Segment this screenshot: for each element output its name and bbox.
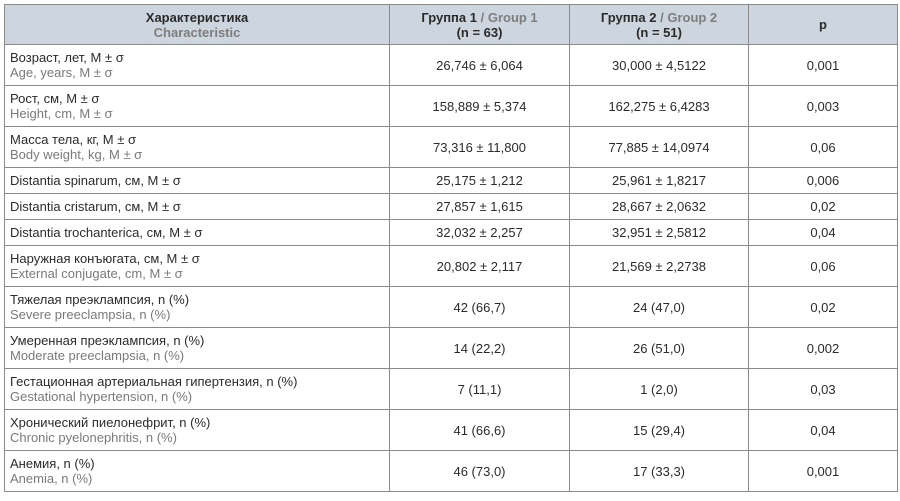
group1-value: 27,857 ± 1,615 xyxy=(390,194,570,220)
p-value: 0,03 xyxy=(749,369,898,410)
group1-value: 41 (66,6) xyxy=(390,410,570,451)
group2-value: 26 (51,0) xyxy=(570,328,749,369)
p-value: 0,04 xyxy=(749,410,898,451)
row-label xyxy=(5,194,390,220)
group2-value: 24 (47,0) xyxy=(570,287,749,328)
row-label-en: Gestational hypertension, n (%) xyxy=(10,389,193,404)
group1-value: 26,746 ± 6,064 xyxy=(390,45,570,86)
row-label-en: Body weight, kg, M ± σ xyxy=(10,147,143,162)
group2-value: 77,885 ± 14,0974 xyxy=(570,127,749,168)
header-group2 xyxy=(570,5,749,45)
group1-value: 158,889 ± 5,374 xyxy=(390,86,570,127)
row-label-ru: Возраст, лет, M ± σ xyxy=(10,50,124,65)
table-row xyxy=(5,328,898,369)
row-label-ru: Умеренная преэклампсия, n (%) xyxy=(10,333,205,348)
header-group2-sep: / xyxy=(656,9,668,25)
row-label xyxy=(5,220,390,246)
row-label-ru: Хронический пиелонефрит, n (%) xyxy=(10,415,211,430)
row-label xyxy=(5,451,390,492)
header-group2-ru: Группа 2 xyxy=(600,9,657,25)
p-value: 0,002 xyxy=(749,328,898,369)
group1-value: 7 (11,1) xyxy=(390,369,570,410)
header-group2-n: (n = 51) xyxy=(636,24,682,40)
header-group1-ru: Группа 1 xyxy=(421,9,477,25)
header-characteristic xyxy=(5,5,390,45)
table-row xyxy=(5,451,898,492)
table-row xyxy=(5,127,898,168)
group1-value: 32,032 ± 2,257 xyxy=(390,220,570,246)
row-label-ru: Гестационная артериальная гипертензия, n (%) xyxy=(10,374,298,389)
row-label-ru: Наружная конъюгата, см, M ± σ xyxy=(10,251,200,266)
group1-value: 73,316 ± 11,800 xyxy=(390,127,570,168)
row-label xyxy=(5,369,390,410)
row-label-ru: Тяжелая преэклампсия, n (%) xyxy=(10,292,190,307)
group1-value: 46 (73,0) xyxy=(390,451,570,492)
row-label xyxy=(5,45,390,86)
p-value: 0,04 xyxy=(749,220,898,246)
header-characteristic-en: Characteristic xyxy=(153,24,241,40)
group2-value: 30,000 ± 4,5122 xyxy=(570,45,749,86)
table-row xyxy=(5,168,898,194)
group2-value: 28,667 ± 2,0632 xyxy=(570,194,749,220)
p-value: 0,06 xyxy=(749,246,898,287)
table-row xyxy=(5,194,898,220)
header-group1-sep: / xyxy=(476,9,488,25)
p-value: 0,06 xyxy=(749,127,898,168)
table-body xyxy=(5,45,898,492)
row-label-ru: Distantia spinarum, см, M ± σ xyxy=(10,173,181,188)
group1-value: 42 (66,7) xyxy=(390,287,570,328)
p-value: 0,02 xyxy=(749,287,898,328)
group2-value: 25,961 ± 1,8217 xyxy=(570,168,749,194)
table-row xyxy=(5,86,898,127)
row-label xyxy=(5,410,390,451)
header-characteristic-ru: Характеристика xyxy=(145,9,249,25)
row-label-en: Anemia, n (%) xyxy=(10,471,93,486)
header-group1-n: (n = 63) xyxy=(456,24,503,40)
row-label xyxy=(5,287,390,328)
table-row xyxy=(5,246,898,287)
table-row xyxy=(5,287,898,328)
group2-value: 1 (2,0) xyxy=(570,369,749,410)
row-label-ru: Distantia trochanterica, см, M ± σ xyxy=(10,225,203,240)
table-row xyxy=(5,220,898,246)
table-header xyxy=(5,5,898,45)
header-p: p xyxy=(749,5,898,45)
row-label xyxy=(5,328,390,369)
p-value: 0,001 xyxy=(749,45,898,86)
row-label xyxy=(5,246,390,287)
p-value: 0,003 xyxy=(749,86,898,127)
row-label xyxy=(5,86,390,127)
row-label-en: Chronic pyelonephritis, n (%) xyxy=(10,430,177,445)
group1-value: 14 (22,2) xyxy=(390,328,570,369)
row-label xyxy=(5,127,390,168)
group1-value: 20,802 ± 2,117 xyxy=(390,246,570,287)
table-row xyxy=(5,45,898,86)
group2-value: 162,275 ± 6,4283 xyxy=(570,86,749,127)
row-label-en: External conjugate, cm, M ± σ xyxy=(10,266,183,281)
row-label-en: Severe preeclampsia, n (%) xyxy=(10,307,171,322)
row-label-ru: Рост, см, M ± σ xyxy=(10,91,100,106)
header-group1 xyxy=(390,5,570,45)
table-row xyxy=(5,369,898,410)
row-label-ru: Анемия, n (%) xyxy=(10,456,95,471)
comparison-table xyxy=(4,4,898,492)
group2-value: 32,951 ± 2,5812 xyxy=(570,220,749,246)
header-group1-en: Group 1 xyxy=(487,9,538,25)
p-value: 0,001 xyxy=(749,451,898,492)
p-value: 0,006 xyxy=(749,168,898,194)
header-group2-en: Group 2 xyxy=(667,9,718,25)
row-label xyxy=(5,168,390,194)
group2-value: 17 (33,3) xyxy=(570,451,749,492)
row-label-ru: Distantia cristarum, см, M ± σ xyxy=(10,199,181,214)
row-label-ru: Масса тела, кг, M ± σ xyxy=(10,132,136,147)
group2-value: 15 (29,4) xyxy=(570,410,749,451)
table-row xyxy=(5,410,898,451)
row-label-en: Moderate preeclampsia, n (%) xyxy=(10,348,185,363)
group2-value: 21,569 ± 2,2738 xyxy=(570,246,749,287)
p-value: 0,02 xyxy=(749,194,898,220)
row-label-en: Age, years, M ± σ xyxy=(10,65,113,80)
group1-value: 25,175 ± 1,212 xyxy=(390,168,570,194)
row-label-en: Height, cm, M ± σ xyxy=(10,106,113,121)
